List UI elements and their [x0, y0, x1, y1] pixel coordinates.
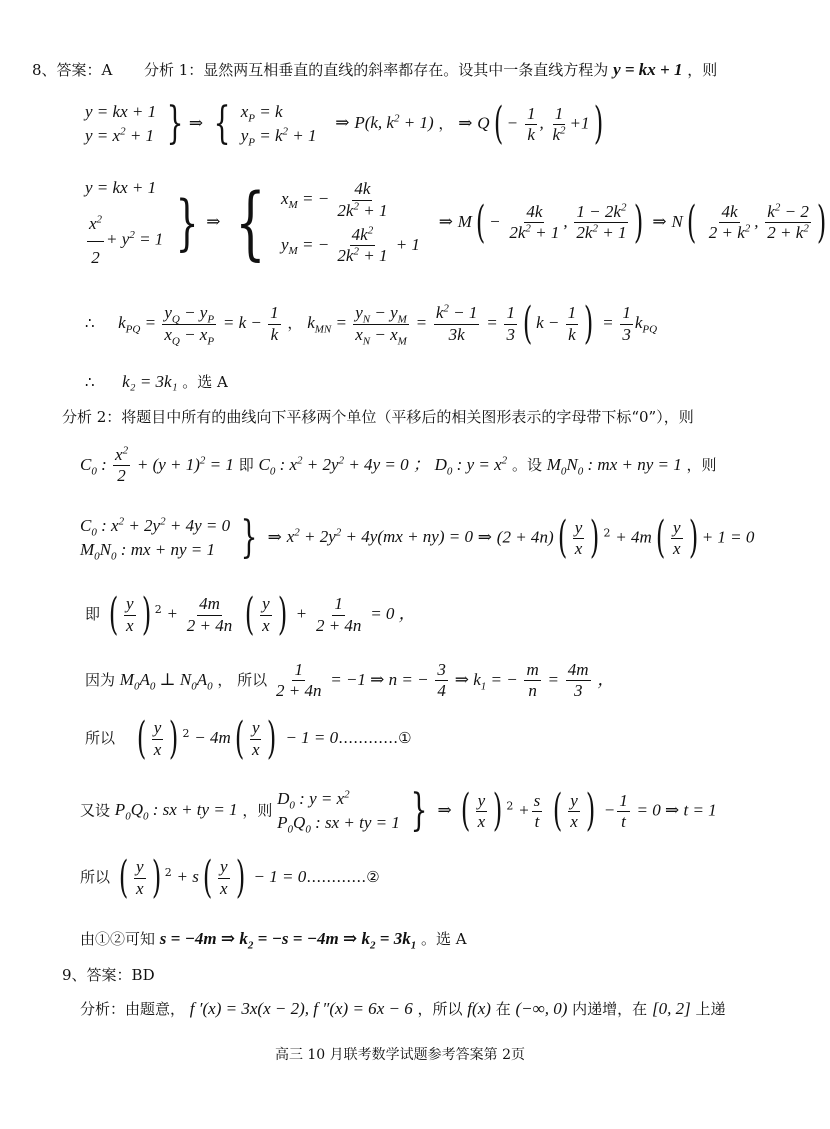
comma-1: ，: [438, 114, 454, 133]
q8-analysis1-intro: 分析 1：显然两互相垂直的直线的斜率都存在。设其中一条直线方程为: [143, 61, 609, 79]
q8-equation-1: 所以 ( $\frac{y}{x}$ ) $^2$ − 4m( $\frac{y}{x}$ ) − 1 = 0…………①: [85, 713, 412, 764]
k2-eq-3k1: k₂ = 3k₁: [122, 372, 178, 391]
ji-1: 即: [238, 455, 254, 474]
ze-2: ，则: [242, 801, 273, 820]
therefore-2: ∴: [85, 373, 95, 391]
circle-1: ①: [398, 729, 412, 747]
choose-a-2: 。选 A: [420, 930, 467, 948]
q8-then: ，则: [687, 61, 718, 79]
q8-ji-line: 即 ( $\frac{y}{x}$ ) $^2$ + $\frac{4m}{2 + 4n}$ ( $\frac{y}{x}$ ) + $\frac{1}{2 + 4n}$ = 0 ，: [85, 589, 416, 640]
dots-1: …………: [338, 729, 399, 747]
therefore-1: ∴: [85, 314, 95, 332]
q8-analysis2-intro: 分析 2：将题目中所有的曲线向下平移两个单位（平移后的相关图形表示的字母带下标“0”），则: [62, 408, 694, 426]
page-footer: 高三 10 月联考数学试题参考答案第 2页: [274, 1047, 526, 1063]
q9-mid1: ，所以: [417, 1000, 463, 1018]
q9-mid2: 内递增，在: [572, 1000, 648, 1018]
q8-header-line: [32, 60, 717, 80]
choose-a-1: 。选 A: [182, 373, 228, 391]
q9-answer-label: 9、答案：BD: [62, 966, 155, 984]
q9-analysis: 分析：由题意， f ′(x) = 3x(x − 2), f ″(x) = 6x − 6 ，所以 f(x) 在 (−∞, 0) 内递增，在 [0, 2] 上递: [80, 999, 726, 1018]
because-label: 因为: [85, 670, 116, 689]
comma-2: ，: [287, 314, 303, 332]
q8-line-equation: y = kx + 1: [613, 60, 683, 79]
suoyi-2: 所以: [85, 729, 116, 747]
q9-mid3: 上递: [695, 1000, 726, 1018]
circle-2: ②: [366, 868, 380, 886]
ze-1: ，则: [686, 455, 717, 474]
suoyi-3: 所以: [80, 868, 111, 886]
q8-system-2: y = kx + 1 $\frac{x^2}{2}$ + $y^2 = 1$ } ⇒ { $x_M$ = − $\frac{4k}{2k^2 + 1}$ $y_M$ = − $\frac{4k^2}{2k^2 + 1}$ + 1 ⇒ M( − $\frac{4k}{2k^2 + 1}$ , $\frac{1 - 2k^2}{2k^2 + 1}$ ) ⇒ N( $\frac{4k}{2 + k^2}$ , $\frac{k^2 - 2}{2 + k^2}$ ): [85, 175, 827, 269]
q8-equation-2: 所以 ( $\frac{y}{x}$ ) $^2$ + s( $\frac{y}{x}$ ) − 1 = 0…………②: [80, 852, 380, 903]
q8-system-1: y = kx + 1 $y = x^2 + 1$ } ⇒ { $x_P = k$ $y_P = k^2 + 1$ ⇒ P(k, $k^2 + 1$) ， ⇒ Q( − $\frac{1}{k}$ , $\frac{1}{k^2}$ +1): [85, 98, 603, 150]
q8-result-1: [85, 372, 228, 392]
q8-p0q0-line: 又设 $P_0Q_0$ : sx + ty = 1 ，则 $D_0$ : $y = x^2$ $P_0Q_0$ : sx + ty = 1 } ⇒ ( $\frac{y}{x}$ ) $^2$ + $\frac{s}{t}$ ( $\frac{y}{x}$ ) − $\frac{1}{t}$ = 0 ⇒ t = 1: [80, 785, 717, 837]
q8-conclusion: 由①②可知 s = −4m ⇒ $k_2 = -s = -4m$ ⇒ $k_2 = 3k_1$ 。选 A: [80, 929, 467, 952]
q9-analysis-intro: 分析：由题意，: [80, 1000, 186, 1018]
q8-c0-d0: $C_0$ : $\frac{x^2}{2}$ + $(y + 1)^2 = 1$ 即 $C_0$ : $x^2 + 2y^2 + 4y = 0$ ； $D_0$ : $y = x^2$ 。设 $M_0N_0$ : mx + ny = 1 ，则: [80, 444, 717, 486]
ji-2: 即: [85, 605, 101, 623]
q8-slopes: ∴ $k_{PQ}$ = $\frac{y_Q - y_P}{x_Q - x_P}$ = k − $\frac{1}{k}$ ， $k_{MN}$ = $\frac{y_N - y_M}{x_N - x_M}$ = $\frac{k^2 - 1}{3k}$ = $\frac{1}{3}$ ( k − $\frac{1}{k}$ ) = $\frac{1}{3}$ $k_{PQ}$: [85, 298, 658, 349]
yous-label: 又设: [80, 801, 111, 820]
q8-answer-label: 8、答案：A: [32, 61, 113, 79]
dots-2: …………: [306, 868, 367, 886]
q8-c0-system: $C_0$ : $x^2 + 2y^2 + 4y = 0$ $M_0N_0$ : mx + ny = 1 } ⇒ $x^2 + 2y^2 + 4y(mx + ny) = 0$ ⇒ (2 + 4n)( $\frac{y}{x}$ ) $^2$ + 4m( $\frac{y}{x}$ ) + 1 = 0: [80, 512, 755, 564]
q8-because-line: 因为 $M_0A_0$ ⊥ $N_0A_0$ ， 所以 $\frac{1}{2 + 4n}$ = −1 ⇒ n = − $\frac{3}{4}$ ⇒ $k_1$ = − $\frac{m}{n}$ = $\frac{4m}{3}$ ，: [85, 660, 615, 701]
she-1: 。设: [511, 455, 542, 474]
comma-3: ，: [217, 670, 233, 689]
you12-label: 由①②可知: [80, 930, 156, 948]
suoyi-1: 所以: [237, 670, 268, 689]
